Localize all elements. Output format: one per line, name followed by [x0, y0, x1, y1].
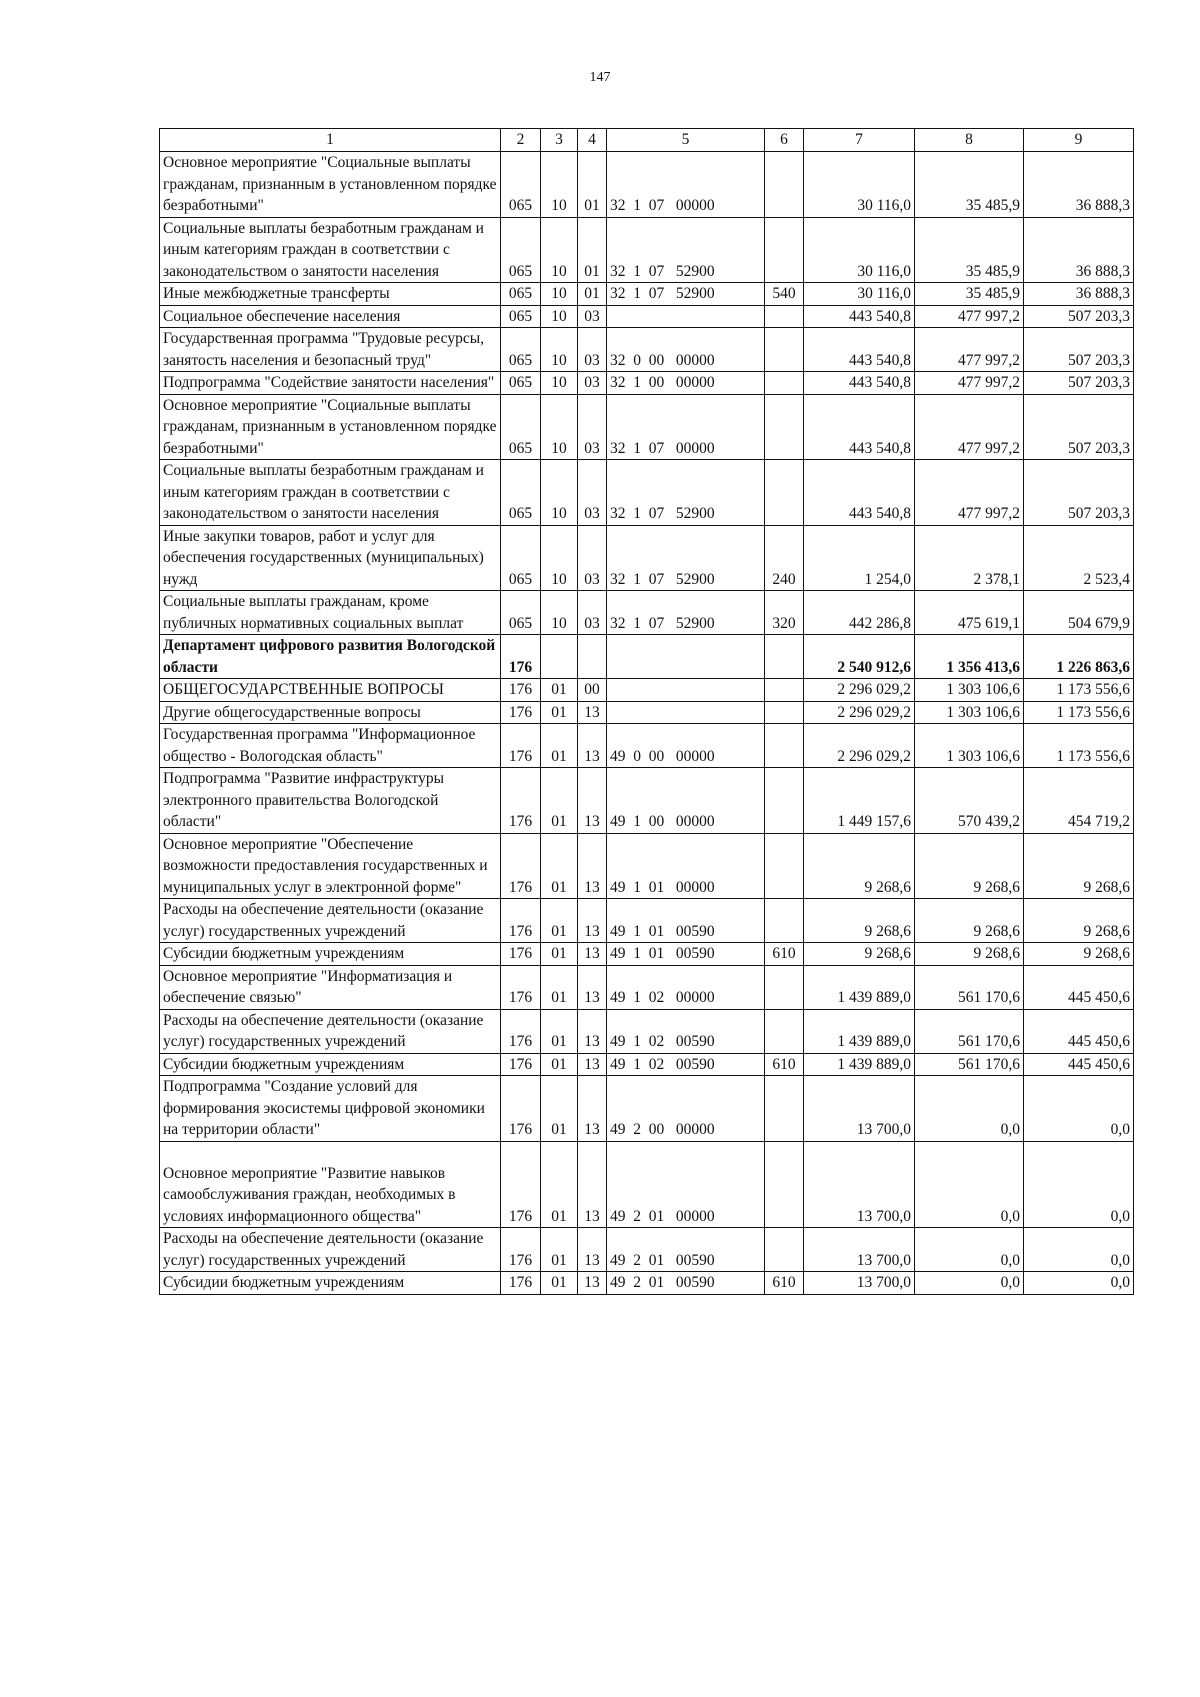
amount-col-7: 13 700,0 [804, 1076, 915, 1142]
amount-col-8: 477 997,2 [915, 328, 1024, 372]
amount-col-8: 35 485,9 [915, 152, 1024, 218]
subsection-code: 03 [578, 394, 607, 460]
item-name: Расходы на обеспечение деятельности (оказание услуг) государственных учреждений [160, 1009, 501, 1053]
target-article-code [607, 305, 765, 328]
amount-col-8: 9 268,6 [915, 943, 1024, 966]
item-name: Субсидии бюджетным учреждениям [160, 1272, 501, 1295]
amount-col-9: 445 450,6 [1024, 965, 1134, 1009]
target-article-code: 49 2 01 00590 [607, 1228, 765, 1272]
amount-col-8: 477 997,2 [915, 394, 1024, 460]
table-row [160, 1141, 1134, 1228]
table-row [160, 372, 1134, 395]
expense-type-code [765, 679, 804, 702]
table-row [160, 217, 1134, 283]
expense-type-code: 610 [765, 1272, 804, 1295]
section-code: 10 [541, 328, 578, 372]
target-article-code: 49 1 01 00590 [607, 899, 765, 943]
subsection-code: 00 [578, 679, 607, 702]
section-code: 10 [541, 305, 578, 328]
table-row [160, 1076, 1134, 1142]
ministry-code: 065 [501, 328, 541, 372]
subsection-code: 13 [578, 899, 607, 943]
amount-col-7: 2 296 029,2 [804, 724, 915, 768]
section-code [541, 635, 578, 679]
table-row [160, 1228, 1134, 1272]
expense-type-code [765, 1141, 804, 1228]
table-row [160, 1272, 1134, 1295]
ministry-code: 176 [501, 899, 541, 943]
subsection-code: 13 [578, 943, 607, 966]
column-header: 1 [160, 129, 501, 152]
target-article-code: 32 1 07 52900 [607, 283, 765, 306]
table-row [160, 635, 1134, 679]
amount-col-7: 1 439 889,0 [804, 965, 915, 1009]
amount-col-7: 30 116,0 [804, 152, 915, 218]
amount-col-8: 0,0 [915, 1272, 1024, 1295]
target-article-code: 49 2 01 00590 [607, 1272, 765, 1295]
section-code: 10 [541, 152, 578, 218]
amount-col-9: 36 888,3 [1024, 152, 1134, 218]
column-header: 2 [501, 129, 541, 152]
subsection-code: 13 [578, 1272, 607, 1295]
amount-col-7: 443 540,8 [804, 372, 915, 395]
ministry-code: 176 [501, 1141, 541, 1228]
target-article-code [607, 679, 765, 702]
amount-col-8: 561 170,6 [915, 1053, 1024, 1076]
budget-table [159, 128, 1134, 1295]
section-code: 10 [541, 283, 578, 306]
target-article-code: 32 1 07 00000 [607, 394, 765, 460]
amount-col-9: 507 203,3 [1024, 460, 1134, 526]
table-row [160, 833, 1134, 899]
item-name: Социальное обеспечение населения [160, 305, 501, 328]
expense-type-code [765, 1009, 804, 1053]
amount-col-8: 570 439,2 [915, 768, 1024, 834]
amount-col-8: 1 356 413,6 [915, 635, 1024, 679]
amount-col-7: 2 296 029,2 [804, 679, 915, 702]
item-name: Другие общегосударственные вопросы [160, 701, 501, 724]
table-row [160, 965, 1134, 1009]
amount-col-8: 561 170,6 [915, 965, 1024, 1009]
section-code: 01 [541, 1076, 578, 1142]
amount-col-7: 443 540,8 [804, 328, 915, 372]
item-name: Расходы на обеспечение деятельности (оказание услуг) государственных учреждений [160, 899, 501, 943]
amount-col-9: 0,0 [1024, 1141, 1134, 1228]
amount-col-8: 35 485,9 [915, 217, 1024, 283]
table-row [160, 899, 1134, 943]
amount-col-8: 561 170,6 [915, 1009, 1024, 1053]
subsection-code: 13 [578, 768, 607, 834]
column-header: 4 [578, 129, 607, 152]
item-name: Социальные выплаты безработным гражданам и иным категориям граждан в соответствии с законодательством о занятости населения [160, 460, 501, 526]
section-code: 01 [541, 833, 578, 899]
expense-type-code [765, 305, 804, 328]
item-name: ОБЩЕГОСУДАРСТВЕННЫЕ ВОПРОСЫ [160, 679, 501, 702]
expense-type-code [765, 701, 804, 724]
section-code: 01 [541, 1141, 578, 1228]
amount-col-7: 1 439 889,0 [804, 1053, 915, 1076]
table-body [160, 152, 1134, 1295]
ministry-code: 176 [501, 943, 541, 966]
amount-col-8: 1 303 106,6 [915, 701, 1024, 724]
amount-col-9: 9 268,6 [1024, 899, 1134, 943]
section-code: 10 [541, 372, 578, 395]
expense-type-code [765, 833, 804, 899]
subsection-code: 01 [578, 283, 607, 306]
amount-col-8: 0,0 [915, 1228, 1024, 1272]
expense-type-code [765, 768, 804, 834]
amount-col-7: 30 116,0 [804, 283, 915, 306]
amount-col-7: 442 286,8 [804, 591, 915, 635]
item-name: Субсидии бюджетным учреждениям [160, 1053, 501, 1076]
subsection-code: 13 [578, 724, 607, 768]
column-header: 8 [915, 129, 1024, 152]
section-code: 01 [541, 1228, 578, 1272]
subsection-code: 13 [578, 833, 607, 899]
amount-col-7: 13 700,0 [804, 1228, 915, 1272]
expense-type-code [765, 724, 804, 768]
ministry-code: 176 [501, 1009, 541, 1053]
amount-col-9: 0,0 [1024, 1076, 1134, 1142]
amount-col-8: 475 619,1 [915, 591, 1024, 635]
target-article-code: 32 1 07 52900 [607, 217, 765, 283]
column-header: 5 [607, 129, 765, 152]
table-row [160, 1009, 1134, 1053]
amount-col-7: 9 268,6 [804, 943, 915, 966]
expense-type-code: 240 [765, 525, 804, 591]
ministry-code: 065 [501, 372, 541, 395]
amount-col-8: 1 303 106,6 [915, 679, 1024, 702]
amount-col-7: 2 540 912,6 [804, 635, 915, 679]
section-code: 01 [541, 724, 578, 768]
ministry-code: 065 [501, 152, 541, 218]
amount-col-7: 1 439 889,0 [804, 1009, 915, 1053]
table-row [160, 943, 1134, 966]
column-header: 9 [1024, 129, 1134, 152]
amount-col-9: 9 268,6 [1024, 833, 1134, 899]
ministry-code: 065 [501, 305, 541, 328]
target-article-code: 49 0 00 00000 [607, 724, 765, 768]
amount-col-8: 0,0 [915, 1076, 1024, 1142]
amount-col-9: 1 226 863,6 [1024, 635, 1134, 679]
expense-type-code [765, 1228, 804, 1272]
ministry-code: 065 [501, 217, 541, 283]
table-row [160, 591, 1134, 635]
target-article-code: 32 0 00 00000 [607, 328, 765, 372]
section-code: 10 [541, 217, 578, 283]
expense-type-code [765, 899, 804, 943]
ministry-code: 176 [501, 768, 541, 834]
amount-col-9: 507 203,3 [1024, 328, 1134, 372]
ministry-code: 176 [501, 724, 541, 768]
amount-col-9: 1 173 556,6 [1024, 724, 1134, 768]
amount-col-7: 13 700,0 [804, 1141, 915, 1228]
table-row [160, 724, 1134, 768]
amount-col-7: 30 116,0 [804, 217, 915, 283]
table-row [160, 394, 1134, 460]
item-name: Основное мероприятие "Развитие навыков самообслуживания граждан, необходимых в условиях информационного общества" [160, 1141, 501, 1228]
item-name: Иные закупки товаров, работ и услуг для обеспечения государственных (муниципальных) нужд [160, 525, 501, 591]
ministry-code: 065 [501, 394, 541, 460]
subsection-code: 13 [578, 701, 607, 724]
ministry-code: 176 [501, 701, 541, 724]
expense-type-code [765, 394, 804, 460]
subsection-code: 03 [578, 372, 607, 395]
item-name: Иные межбюджетные трансферты [160, 283, 501, 306]
expense-type-code: 320 [765, 591, 804, 635]
subsection-code: 13 [578, 1141, 607, 1228]
ministry-code: 176 [501, 1053, 541, 1076]
amount-col-8: 9 268,6 [915, 833, 1024, 899]
target-article-code: 32 1 07 00000 [607, 152, 765, 218]
section-code: 10 [541, 460, 578, 526]
target-article-code: 49 1 02 00590 [607, 1009, 765, 1053]
expense-type-code [765, 152, 804, 218]
amount-col-8: 35 485,9 [915, 283, 1024, 306]
section-code: 01 [541, 1053, 578, 1076]
subsection-code: 03 [578, 305, 607, 328]
subsection-code: 03 [578, 328, 607, 372]
subsection-code: 03 [578, 460, 607, 526]
table-row [160, 328, 1134, 372]
expense-type-code [765, 328, 804, 372]
amount-col-8: 477 997,2 [915, 372, 1024, 395]
item-name: Субсидии бюджетным учреждениям [160, 943, 501, 966]
amount-col-7: 1 449 157,6 [804, 768, 915, 834]
target-article-code: 49 2 00 00000 [607, 1076, 765, 1142]
expense-type-code: 540 [765, 283, 804, 306]
subsection-code: 13 [578, 1009, 607, 1053]
table-row [160, 1053, 1134, 1076]
item-name: Социальные выплаты гражданам, кроме публичных нормативных социальных выплат [160, 591, 501, 635]
target-article-code: 32 1 07 52900 [607, 591, 765, 635]
table-row [160, 768, 1134, 834]
section-code: 10 [541, 394, 578, 460]
ministry-code: 176 [501, 833, 541, 899]
target-article-code [607, 635, 765, 679]
amount-col-9: 454 719,2 [1024, 768, 1134, 834]
table-row [160, 283, 1134, 306]
item-name: Основное мероприятие "Обеспечение возможности предоставления государственных и муниципальных услуг в электронной форме" [160, 833, 501, 899]
section-code: 10 [541, 525, 578, 591]
table-row [160, 701, 1134, 724]
amount-col-9: 507 203,3 [1024, 394, 1134, 460]
expense-type-code: 610 [765, 1053, 804, 1076]
target-article-code [607, 701, 765, 724]
subsection-code: 13 [578, 1076, 607, 1142]
subsection-code: 13 [578, 965, 607, 1009]
item-name: Основное мероприятие "Информатизация и обеспечение связью" [160, 965, 501, 1009]
item-name: Основное мероприятие "Социальные выплаты гражданам, признанным в установленном порядке безработными" [160, 152, 501, 218]
section-code: 01 [541, 768, 578, 834]
item-name: Подпрограмма "Создание условий для формирования экосистемы цифровой экономики на территории области" [160, 1076, 501, 1142]
subsection-code: 03 [578, 591, 607, 635]
amount-col-9: 507 203,3 [1024, 372, 1134, 395]
amount-col-9: 1 173 556,6 [1024, 701, 1134, 724]
ministry-code: 176 [501, 965, 541, 1009]
column-header: 7 [804, 129, 915, 152]
ministry-code: 065 [501, 591, 541, 635]
target-article-code: 49 1 02 00000 [607, 965, 765, 1009]
expense-type-code [765, 372, 804, 395]
amount-col-9: 36 888,3 [1024, 283, 1134, 306]
section-code: 01 [541, 965, 578, 1009]
amount-col-7: 443 540,8 [804, 305, 915, 328]
target-article-code: 32 1 07 52900 [607, 525, 765, 591]
ministry-code: 065 [501, 525, 541, 591]
amount-col-7: 2 296 029,2 [804, 701, 915, 724]
ministry-code: 176 [501, 679, 541, 702]
target-article-code: 49 1 01 00000 [607, 833, 765, 899]
amount-col-8: 2 378,1 [915, 525, 1024, 591]
subsection-code [578, 635, 607, 679]
item-name: Социальные выплаты безработным гражданам и иным категориям граждан в соответствии с законодательством о занятости населения [160, 217, 501, 283]
expense-type-code [765, 460, 804, 526]
subsection-code: 13 [578, 1228, 607, 1272]
target-article-code: 32 1 07 52900 [607, 460, 765, 526]
column-header: 6 [765, 129, 804, 152]
amount-col-7: 9 268,6 [804, 833, 915, 899]
section-code: 01 [541, 1272, 578, 1295]
subsection-code: 01 [578, 152, 607, 218]
amount-col-8: 9 268,6 [915, 899, 1024, 943]
amount-col-9: 504 679,9 [1024, 591, 1134, 635]
section-code: 01 [541, 943, 578, 966]
ministry-code: 176 [501, 635, 541, 679]
item-name: Государственная программа "Трудовые ресурсы, занятость населения и безопасный труд" [160, 328, 501, 372]
section-code: 01 [541, 1009, 578, 1053]
amount-col-9: 0,0 [1024, 1272, 1134, 1295]
subsection-code: 01 [578, 217, 607, 283]
item-name: Расходы на обеспечение деятельности (оказание услуг) государственных учреждений [160, 1228, 501, 1272]
subsection-code: 13 [578, 1053, 607, 1076]
amount-col-8: 0,0 [915, 1141, 1024, 1228]
amount-col-9: 445 450,6 [1024, 1053, 1134, 1076]
ministry-code: 065 [501, 283, 541, 306]
item-name: Подпрограмма "Развитие инфраструктуры электронного правительства Вологодской области" [160, 768, 501, 834]
amount-col-9: 0,0 [1024, 1228, 1134, 1272]
amount-col-7: 443 540,8 [804, 394, 915, 460]
target-article-code: 49 1 02 00590 [607, 1053, 765, 1076]
target-article-code: 32 1 00 00000 [607, 372, 765, 395]
amount-col-9: 2 523,4 [1024, 525, 1134, 591]
amount-col-9: 445 450,6 [1024, 1009, 1134, 1053]
amount-col-9: 36 888,3 [1024, 217, 1134, 283]
amount-col-9: 9 268,6 [1024, 943, 1134, 966]
expense-type-code [765, 1076, 804, 1142]
target-article-code: 49 1 01 00590 [607, 943, 765, 966]
amount-col-7: 1 254,0 [804, 525, 915, 591]
table-row [160, 525, 1134, 591]
column-header: 3 [541, 129, 578, 152]
amount-col-7: 443 540,8 [804, 460, 915, 526]
item-name: Департамент цифрового развития Вологодской области [160, 635, 501, 679]
ministry-code: 176 [501, 1228, 541, 1272]
amount-col-9: 1 173 556,6 [1024, 679, 1134, 702]
section-code: 10 [541, 591, 578, 635]
item-name: Государственная программа "Информационное общество - Вологодская область" [160, 724, 501, 768]
amount-col-8: 477 997,2 [915, 460, 1024, 526]
table-row [160, 460, 1134, 526]
section-code: 01 [541, 899, 578, 943]
header-row [160, 129, 1134, 152]
table-row [160, 305, 1134, 328]
amount-col-8: 1 303 106,6 [915, 724, 1024, 768]
amount-col-7: 13 700,0 [804, 1272, 915, 1295]
expense-type-code [765, 217, 804, 283]
amount-col-8: 477 997,2 [915, 305, 1024, 328]
target-article-code: 49 2 01 00000 [607, 1141, 765, 1228]
expense-type-code [765, 965, 804, 1009]
item-name: Основное мероприятие "Социальные выплаты гражданам, признанным в установленном порядке безработными" [160, 394, 501, 460]
ministry-code: 176 [501, 1076, 541, 1142]
target-article-code: 49 1 00 00000 [607, 768, 765, 834]
expense-type-code [765, 635, 804, 679]
section-code: 01 [541, 701, 578, 724]
section-code: 01 [541, 679, 578, 702]
item-name: Подпрограмма "Содействие занятости населения" [160, 372, 501, 395]
ministry-code: 065 [501, 460, 541, 526]
table-row [160, 679, 1134, 702]
expense-type-code: 610 [765, 943, 804, 966]
table-row [160, 152, 1134, 218]
amount-col-7: 9 268,6 [804, 899, 915, 943]
amount-col-9: 507 203,3 [1024, 305, 1134, 328]
ministry-code: 176 [501, 1272, 541, 1295]
page-number: 147 [589, 70, 611, 85]
subsection-code: 03 [578, 525, 607, 591]
